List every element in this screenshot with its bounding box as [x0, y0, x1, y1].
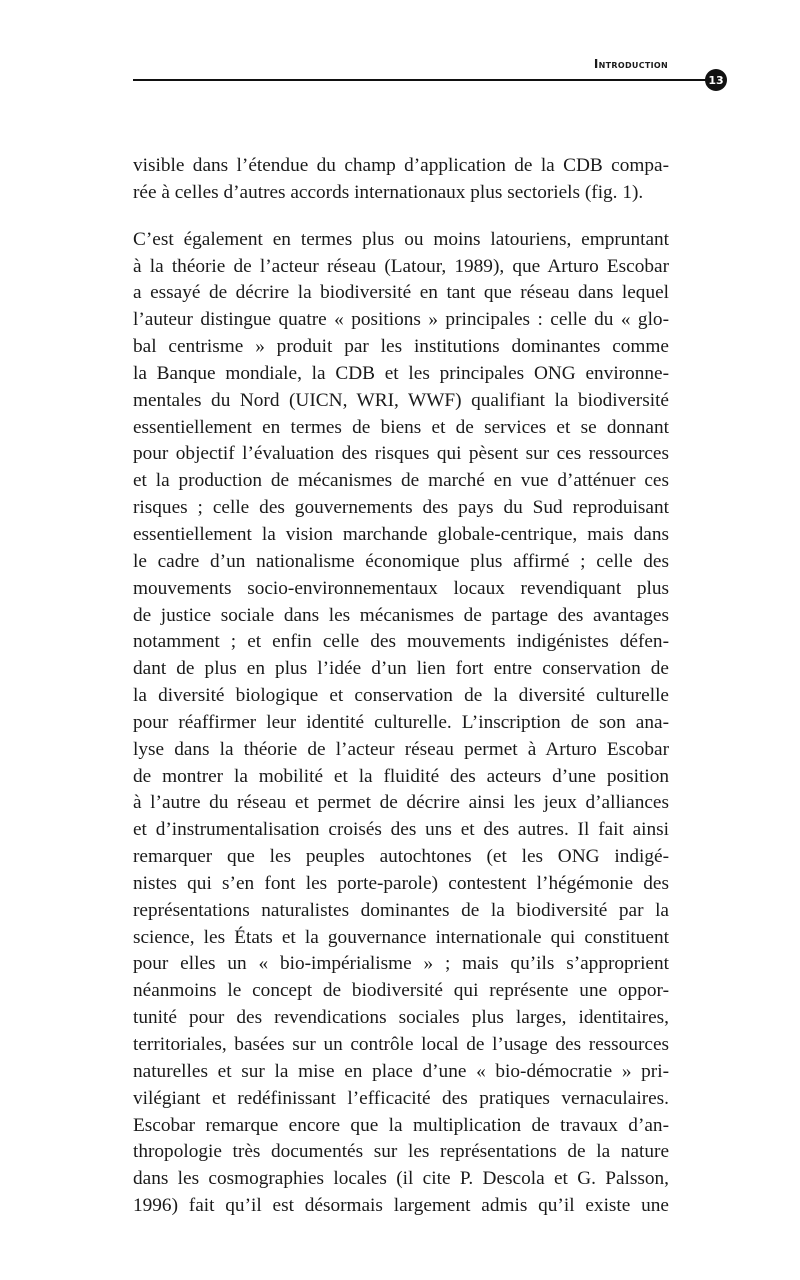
- text-line: essentiellement la vision marchande globale-centrique, mais dans: [133, 523, 669, 545]
- text-line: représentations naturalistes dominantes de la biodiversité par la: [133, 899, 669, 921]
- text-line: thropologie très documentés sur les représentations de la nature: [133, 1141, 669, 1163]
- text-line: la Banque mondiale, la CDB et les principales ONG environne-: [133, 362, 669, 384]
- text-line: vilégiant et redéfinissant l’efficacité des pratiques vernaculaires.: [133, 1087, 669, 1109]
- text-line: dans les cosmographies locales (il cite P. Descola et G. Palsson,: [133, 1168, 669, 1190]
- text-line: à la théorie de l’acteur réseau (Latour, 1989), que Arturo Escobar: [133, 255, 669, 277]
- text-line: territoriales, basées sur un contrôle local de l’usage des ressources: [133, 1034, 669, 1055]
- text-line: dant de plus en plus l’idée d’un lien fort entre conservation de: [133, 658, 669, 680]
- text-line: lyse dans la théorie de l’acteur réseau permet à Arturo Escobar: [133, 738, 669, 760]
- text-line: la diversité biologique et conservation de la diversité culturelle: [133, 685, 669, 707]
- body-text: [133, 153, 669, 1220]
- header-rule: [133, 79, 713, 81]
- text-line: néanmoins le concept de biodiversité qui représente une oppor-: [133, 980, 669, 1002]
- text-line: de montrer la mobilité et la fluidité des acteurs d’une position: [133, 765, 669, 787]
- text-line: mentales du Nord (UICN, WRI, WWF) qualifiant la biodiversité: [133, 389, 669, 411]
- text-line: pour réaffirmer leur identité culturelle. L’inscription de son ana-: [133, 711, 669, 733]
- running-header-title: Introduction: [593, 57, 668, 71]
- text-line: de justice sociale dans les mécanismes de partage des avantages: [133, 604, 669, 626]
- text-line: Escobar remarque encore que la multiplication de travaux d’an-: [133, 1114, 669, 1136]
- text-line: bal centrisme » produit par les institutions dominantes comme: [133, 336, 669, 358]
- text-line: risques ; celle des gouvernements des pays du Sud reproduisant: [133, 497, 669, 519]
- text-line: C’est également en termes plus ou moins latouriens, empruntant: [133, 228, 669, 250]
- text-line: le cadre d’un nationalisme économique plus affirmé ; celle des: [133, 550, 669, 572]
- paragraph: [133, 153, 669, 207]
- text-line: et d’instrumentalisation croisés des uns et des autres. Il fait ainsi: [133, 819, 669, 841]
- text-line: essentiellement en termes de biens et de services et se donnant: [133, 416, 669, 438]
- text-line: a essayé de décrire la biodiversité en tant que réseau dans lequel: [133, 282, 669, 304]
- text-line: mouvements socio-environnementaux locaux revendiquant plus: [133, 577, 669, 599]
- paragraph-gap: [133, 207, 669, 227]
- text-line: rée à celles d’autres accords internationaux plus sectoriels (fig. 1).: [133, 181, 644, 203]
- text-line: naturelles et sur la mise en place d’une « bio-démocratie » pri-: [133, 1060, 669, 1082]
- text-line: pour elles un « bio-impérialisme » ; mais qu’ils s’approprient: [133, 953, 669, 975]
- paragraph: [133, 227, 669, 1220]
- text-line: remarquer que les peuples autochtones (et les ONG indigé-: [133, 846, 669, 868]
- text-line: visible dans l’étendue du champ d’application de la CDB compa-: [133, 155, 669, 176]
- text-line: pour objectif l’évaluation des risques qui pèsent sur ces ressources: [133, 443, 669, 465]
- text-line: 1996) fait qu’il est désormais largement admis qu’il existe une: [133, 1195, 669, 1217]
- text-line: et la production de mécanismes de marché en vue d’atténuer ces: [133, 470, 669, 492]
- text-line: notamment ; et enfin celle des mouvements indigénistes défen-: [133, 631, 669, 653]
- text-line: nistes qui s’en font les porte-parole) contestent l’hégémonie des: [133, 872, 669, 894]
- text-line: tunité pour des revendications sociales plus larges, identitaires,: [133, 1007, 669, 1029]
- text-line: à l’autre du réseau et permet de décrire ainsi les jeux d’alliances: [133, 792, 669, 814]
- page-number-badge: 13: [705, 69, 727, 91]
- text-line: science, les États et la gouvernance internationale qui constituent: [133, 926, 669, 948]
- text-line: l’auteur distingue quatre « positions » principales : celle du « glo-: [133, 309, 669, 331]
